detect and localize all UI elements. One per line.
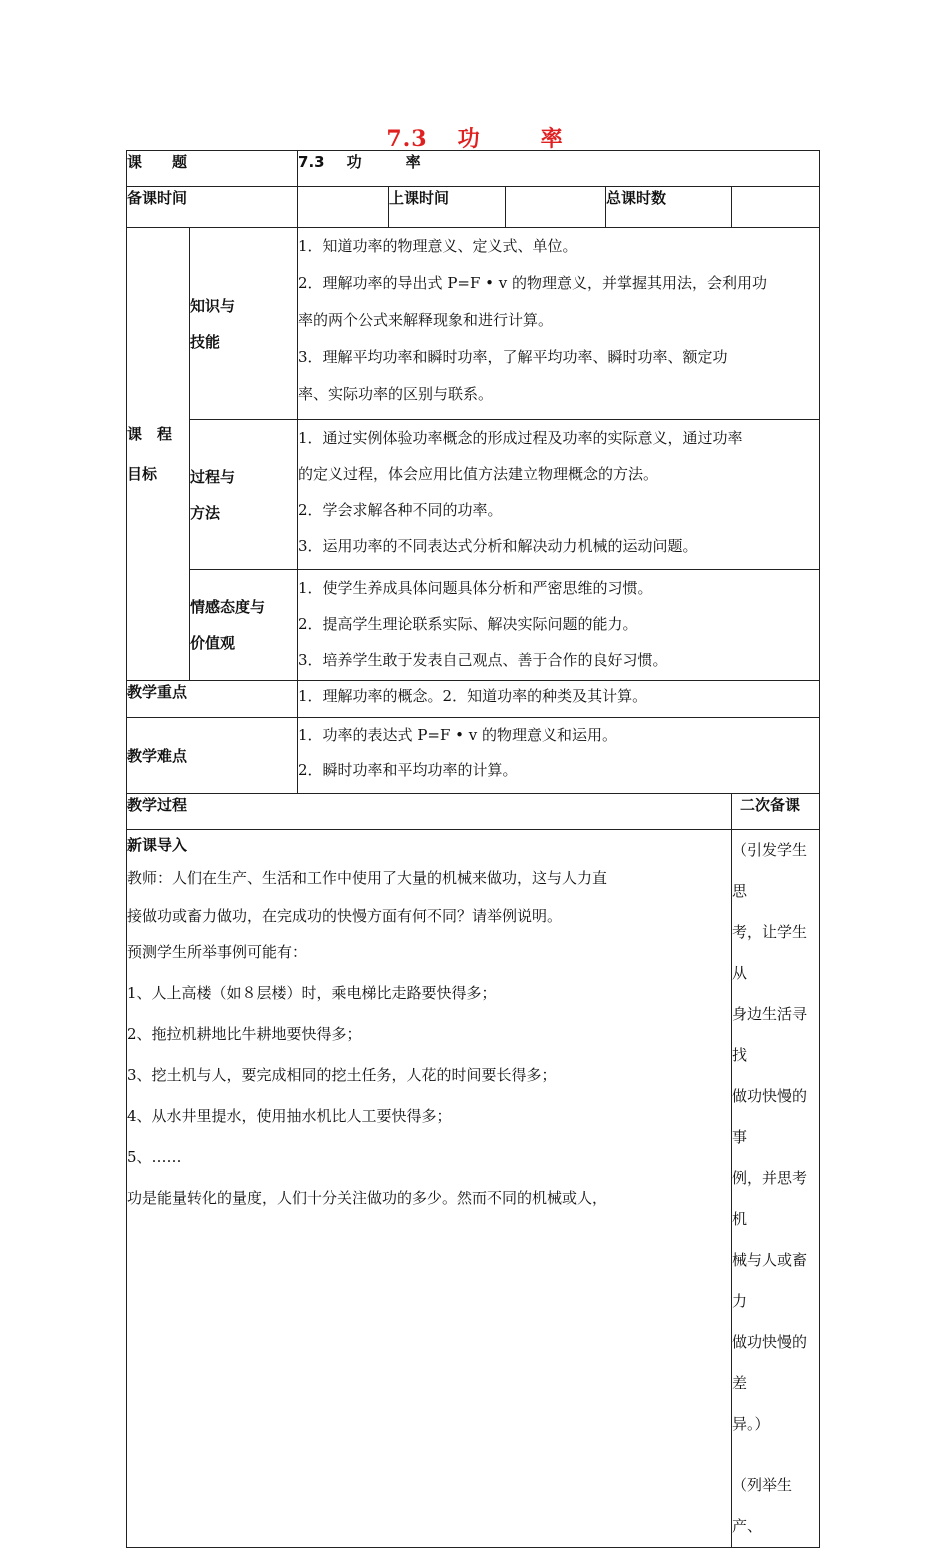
intro-line: 预测学生所举事例可能有： [127,943,308,961]
emotion-label-line-2: 价值观 [190,634,236,652]
second-prep-notes [732,830,820,1548]
focus-text: 1．理解功率的概念。2．知道功率的种类及其计算。 [298,687,648,705]
note-line: 身边生活寻找 [732,1005,808,1064]
difficulty-item: 2．瞬时功率和平均功率的计算。 [298,761,518,779]
total-hours-value [732,187,820,228]
topic-value [298,151,820,187]
title-word-2: 率 [540,126,564,152]
note-line: 异。） [732,1415,770,1433]
focus-row [127,681,820,718]
intro-line: 3、挖土机与人，要完成相同的挖土任务，人花的时间要长得多； [127,1066,557,1084]
difficulty-item: 1．功率的表达式 P=F • v 的物理意义和运用。 [298,726,618,744]
schedule-row [127,187,820,228]
emotion-item: 1．使学生养成具体问题具体分析和严密思维的习惯。 [298,579,653,597]
topic-word-2: 率 [405,153,421,171]
total-hours-label: 总课时数 [606,187,732,228]
topic-number: 7.3 [298,153,325,171]
note-line: 械与人或畜力 [732,1251,808,1310]
intro-line: 接做功或畜力做功，在完成功的快慢方面有何不同？请举例说明。 [127,907,563,925]
topic-label: 课 题 [127,151,298,187]
note-line: （引发学生思 [732,841,808,900]
knowledge-label-line-2: 技能 [190,332,221,351]
note-line: 做功快慢的事 [732,1087,808,1146]
intro-heading: 新课导入 [127,836,188,854]
process-item: 3．运用功率的不同表达式分析和解决动力机械的运动问题。 [298,537,698,555]
process-method-label [190,420,298,570]
teaching-process-label: 教学过程 [127,794,732,830]
process-item: 2．学会求解各种不同的功率。 [298,501,503,519]
intro-line: 教师：人们在生产、生活和工作中使用了大量的机械来做功，这与人力直 [127,869,608,887]
focus-items [298,681,820,718]
knowledge-skills-label [190,228,298,420]
second-prep-label: 二次备课 [732,794,820,830]
title-word-1: 功 [457,126,481,152]
intro-line: 5、…… [127,1148,182,1166]
emotion-item: 3．培养学生敢于发表自己观点、善于合作的良好习惯。 [298,651,668,669]
intro-line: 2、拖拉机耕地比牛耕地要快得多； [127,1025,362,1043]
process-method-items [298,420,820,570]
class-time-value [506,187,606,228]
knowledge-item: 2．理解功率的导出式 P=F • v 的物理意义，并掌握其用法，会利用功 [298,274,768,292]
knowledge-item: 率的两个公式来解释现象和进行计算。 [298,311,554,329]
goals-label-line-2: 目标 [127,465,158,483]
note-line: 考，让学生从 [732,923,808,982]
knowledge-label-line-1: 知识与 [190,296,236,315]
difficulty-label: 教学难点 [127,718,298,794]
intro-line: 1、人上高楼（如８层楼）时，乘电梯比走路要快得多； [127,984,497,1002]
process-header-row [127,794,820,830]
intro-line: 4、从水井里提水，使用抽水机比人工要快得多； [127,1107,452,1125]
difficulty-row [127,718,820,794]
lesson-plan-table [126,150,820,1548]
topic-word-1: 功 [346,153,362,171]
knowledge-item: 率、实际功率的区别与联系。 [298,385,494,403]
process-label-line-2: 方法 [190,503,221,522]
emotion-label-line-1: 情感态度与 [190,598,266,616]
process-item: 的定义过程，体会应用比值方法建立物理概念的方法。 [298,465,659,483]
process-label-line-1: 过程与 [190,467,236,486]
class-time-label: 上课时间 [389,187,506,228]
page-title [0,122,950,153]
goals-label [127,228,190,681]
note-line: 例，并思考机 [732,1169,808,1228]
prep-time-label: 备课时间 [127,187,298,228]
emotion-values-row [127,570,820,681]
emotion-item: 2．提高学生理论联系实际、解决实际问题的能力。 [298,615,638,633]
title-number: 7.3 [386,126,428,152]
process-item: 1．通过实例体验功率概念的形成过程及功率的实际意义，通过功率 [298,429,743,447]
emotion-values-label [190,570,298,681]
process-method-row [127,420,820,570]
note-line: （列举生产、 [732,1476,793,1535]
knowledge-skills-items [298,228,820,420]
intro-content [127,830,732,1548]
intro-row [127,830,820,1548]
note-line: 做功快慢的差 [732,1333,808,1392]
topic-row [127,151,820,187]
goals-label-line-1: 课 程 [127,425,173,443]
knowledge-row [127,228,820,420]
note-line [732,1445,819,1465]
focus-label: 教学重点 [127,681,298,718]
prep-time-value [298,187,389,228]
knowledge-item: 3．理解平均功率和瞬时功率，了解平均功率、瞬时功率、额定功 [298,348,728,366]
emotion-values-items [298,570,820,681]
intro-line: 功是能量转化的量度，人们十分关注做功的多少。然而不同的机械或人， [127,1189,608,1207]
difficulty-items [298,718,820,794]
knowledge-item: 1．知道功率的物理意义、定义式、单位。 [298,237,578,255]
